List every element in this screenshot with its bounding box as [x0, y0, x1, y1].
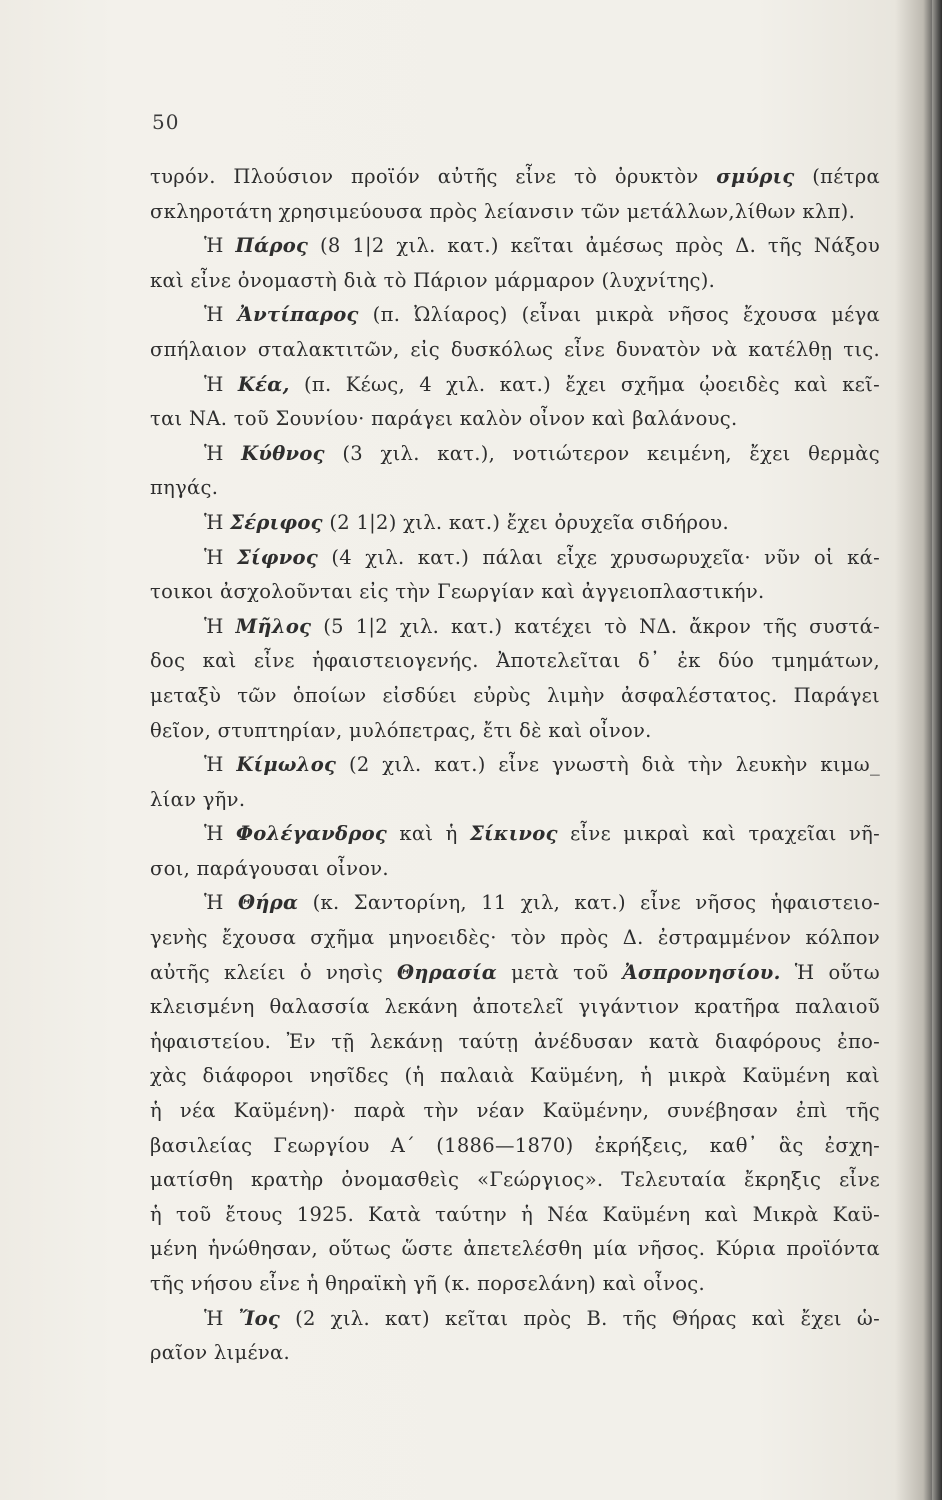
text-run: Ἡ — [204, 753, 237, 777]
text-run: δος καὶ εἶνε ἡφαιστειογενής. Ἀποτελεῖται δ᾽ ἐκ δύο τμημάτων, — [150, 649, 880, 673]
emphasized-term: Θήρα — [237, 891, 299, 915]
text-run: Ἡ — [204, 234, 236, 258]
text-run: τοικοι ἀσχολοῦνται εἰς τὴν Γεωργίαν καὶ ἀγγειοπλαστικήν. — [150, 580, 765, 604]
text-run: μετὰ τοῦ — [497, 960, 623, 984]
text-run: ἡφαιστείου. Ἐν τῇ λεκάνῃ ταύτῃ ἀνέδυσαν κατὰ διαφόρους ἐπο- — [150, 1029, 880, 1053]
text-run: (5 1|2 χιλ. κατ.) κατέχει τὸ ΝΔ. ἄκρον τῆς συστά- — [311, 614, 880, 638]
text-run: ἡ νέα Καϋμένη)· παρὰ τὴν νέαν Καϋμένην, συνέβησαν ἐπὶ τῆς — [150, 1099, 880, 1123]
text-run: (2 χιλ. κατ) κεῖται πρὸς Β. τῆς Θήρας καὶ ἔχει ὡ- — [280, 1306, 880, 1330]
page-number: 50 — [152, 110, 180, 134]
emphasized-term: Σίκινος — [469, 822, 558, 846]
text-run: Ἡ οὕτω — [780, 960, 880, 984]
text-line — [150, 921, 880, 956]
text-run: εἶνε μικραὶ καὶ τραχεῖαι νῆ- — [557, 822, 880, 846]
text-run: θεῖον, στυπτηρίαν, μυλόπετρας, ἔτι δὲ καὶ οἶνον. — [150, 718, 652, 742]
text-line — [150, 195, 880, 230]
emphasized-term: Πάρος — [235, 234, 309, 258]
text-run: αὐτῆς κλείει ὁ νησὶς — [150, 960, 397, 984]
text-line — [150, 506, 880, 541]
text-run: τυρόν. Πλούσιον προϊόν αὐτῆς εἶνε τὸ ὀρυκτὸν — [150, 165, 717, 188]
text-run: ματίσθη κρατὴρ ὀνομασθεὶς «Γεώργιος». Τελευταία ἔκρηξις εἶνε — [150, 1168, 880, 1192]
text-line — [150, 714, 880, 749]
text-run: (3 χιλ. κατ.), νοτιώτερον κειμένη, ἔχει θερμὰς — [324, 441, 880, 465]
text-run: (8 1|2 χιλ. κατ.) κεῖται ἀμέσως πρὸς Δ. τῆς Νάξου — [308, 234, 880, 258]
text-run: (2 χιλ. κατ.) εἶνε γνωστὴ διὰ τὴν λευκὴν κιμω_ — [336, 753, 880, 777]
text-run: Ἡ — [204, 510, 231, 534]
text-line — [150, 990, 880, 1025]
text-run: λίαν γῆν. — [150, 787, 246, 811]
text-run: ἡ τοῦ ἔτους 1925. Κατὰ ταύτην ἡ Νέα Καϋμένη καὶ Μικρὰ Καϋ- — [150, 1202, 880, 1226]
text-line — [150, 402, 880, 437]
emphasized-term: Σίφνος — [236, 545, 319, 569]
text-line — [150, 1059, 880, 1094]
text-run: πηγάς. — [150, 476, 219, 500]
text-line — [150, 956, 880, 991]
emphasized-term: Κίμωλος — [236, 753, 337, 777]
text-line — [150, 852, 880, 887]
text-run: καὶ ἡ — [387, 822, 470, 846]
text-run: μεταξὺ τῶν ὁποίων εἰσδύει εὐρὺς λιμὴν ἀσφαλέστατος. Παράγει — [150, 683, 880, 707]
text-line — [150, 644, 880, 679]
text-line — [150, 1267, 880, 1302]
text-run: βασιλείας Γεωργίου Α΄ (1886—1870) ἐκρήξεις, καθ᾽ ἃς ἐσχη- — [150, 1133, 880, 1157]
text-run: Ἡ — [204, 441, 242, 465]
page-edge — [932, 0, 942, 1500]
text-line — [150, 679, 880, 714]
text-line — [150, 1232, 880, 1267]
text-line — [150, 160, 880, 195]
text-line — [150, 1336, 880, 1371]
text-run: (π. Ὠλίαρος) (εἶναι μικρὰ νῆσος ἔχουσα μέγα — [358, 303, 880, 327]
emphasized-term: Θηρασία — [397, 960, 498, 984]
text-line — [150, 817, 880, 852]
emphasized-term: Ἀσπρονησίου. — [622, 960, 781, 984]
text-run: κλεισμένη θαλασσία λεκάνη ἀποτελεῖ γιγάντιον κρατῆρα παλαιοῦ — [150, 995, 880, 1019]
text-line — [150, 886, 880, 921]
text-line — [150, 368, 880, 403]
emphasized-term: Σέριφος — [230, 510, 323, 534]
text-line — [150, 298, 880, 333]
text-run: ται ΝΑ. τοῦ Σουνίου· παράγει καλὸν οἶνον καὶ βαλάνους. — [150, 407, 738, 431]
text-line — [150, 471, 880, 506]
text-line — [150, 1094, 880, 1129]
text-line — [150, 333, 880, 368]
text-run: ραῖον λιμένα. — [150, 1341, 290, 1365]
text-run: Ἡ — [204, 545, 237, 569]
text-run: Ἡ — [204, 1306, 239, 1330]
text-run: σκληροτάτη χρησιμεύουσα πρὸς λείανσιν τῶν μετάλλων,λίθων κλπ). — [150, 199, 856, 223]
text-line — [150, 783, 880, 818]
emphasized-term: Μῆλος — [235, 614, 312, 638]
body-text — [150, 160, 880, 1371]
text-run: τῆς νήσου εἶνε ἡ θηραϊκὴ γῆ (κ. πορσελάνη) καὶ οἶνος. — [150, 1272, 706, 1295]
emphasized-term: Ἀντίπαρος — [237, 303, 359, 327]
text-run: (2 1|2) χιλ. κατ.) ἔχει ὀρυχεῖα σιδήρου. — [322, 510, 729, 534]
text-run: σπήλαιον σταλακτιτῶν, εἰς δυσκόλως εἶνε δυνατὸν νὰ κατέλθῃ τις. — [150, 337, 880, 361]
text-line — [150, 229, 880, 264]
emphasized-term: Κέα, — [237, 372, 290, 396]
text-run: μένη ἡνώθησαν, οὕτως ὥστε ἀπετελέσθη μία νῆσος. Κύρια προϊόντα — [150, 1237, 880, 1261]
text-run: (π. Κέως, 4 χιλ. κατ.) ἔχει σχῆμα ᾠοειδὲς καὶ κεῖ- — [289, 372, 880, 396]
text-line — [150, 1302, 880, 1337]
emphasized-term: Κύθνος — [241, 441, 325, 465]
emphasized-term: σμύρις — [716, 165, 795, 188]
text-run: γενὴς ἔχουσα σχῆμα μηνοειδὲς· τὸν πρὸς Δ. ἐστραμμένον κόλπον — [150, 926, 880, 950]
emphasized-term: Ἴος — [238, 1306, 281, 1330]
text-run: καὶ εἶνε ὀνομαστὴ διὰ τὸ Πάριον μάρμαρον (λυχνίτης). — [150, 268, 716, 292]
text-run: Ἡ — [204, 372, 238, 396]
text-line — [150, 748, 880, 783]
text-run: χὰς διάφοροι νησῖδες (ἡ παλαιὰ Καϋμένη, ἡ μικρὰ Καϋμένη καὶ — [150, 1064, 880, 1088]
text-run: Ἡ — [204, 614, 236, 638]
text-line — [150, 610, 880, 645]
text-run: (πέτρα — [794, 165, 880, 188]
text-run: (4 χιλ. κατ.) πάλαι εἶχε χρυσωρυχεῖα· νῦν οἱ κά- — [318, 545, 880, 569]
text-line — [150, 1129, 880, 1164]
text-run: Ἡ — [204, 303, 238, 327]
emphasized-term: Φολέγανδρος — [235, 822, 388, 846]
text-line — [150, 264, 880, 299]
text-line — [150, 1025, 880, 1060]
text-run: Ἡ — [204, 891, 238, 915]
text-line — [150, 541, 880, 576]
text-run: σοι, παράγουσαι οἶνον. — [150, 856, 389, 880]
text-line — [150, 1163, 880, 1198]
text-line — [150, 437, 880, 472]
text-line — [150, 1198, 880, 1233]
text-run: Ἡ — [204, 822, 236, 846]
text-run: (κ. Σαντορίνη, 11 χιλ, κατ.) εἶνε νῆσος ἡφαιστειο- — [298, 891, 880, 915]
text-line — [150, 575, 880, 610]
